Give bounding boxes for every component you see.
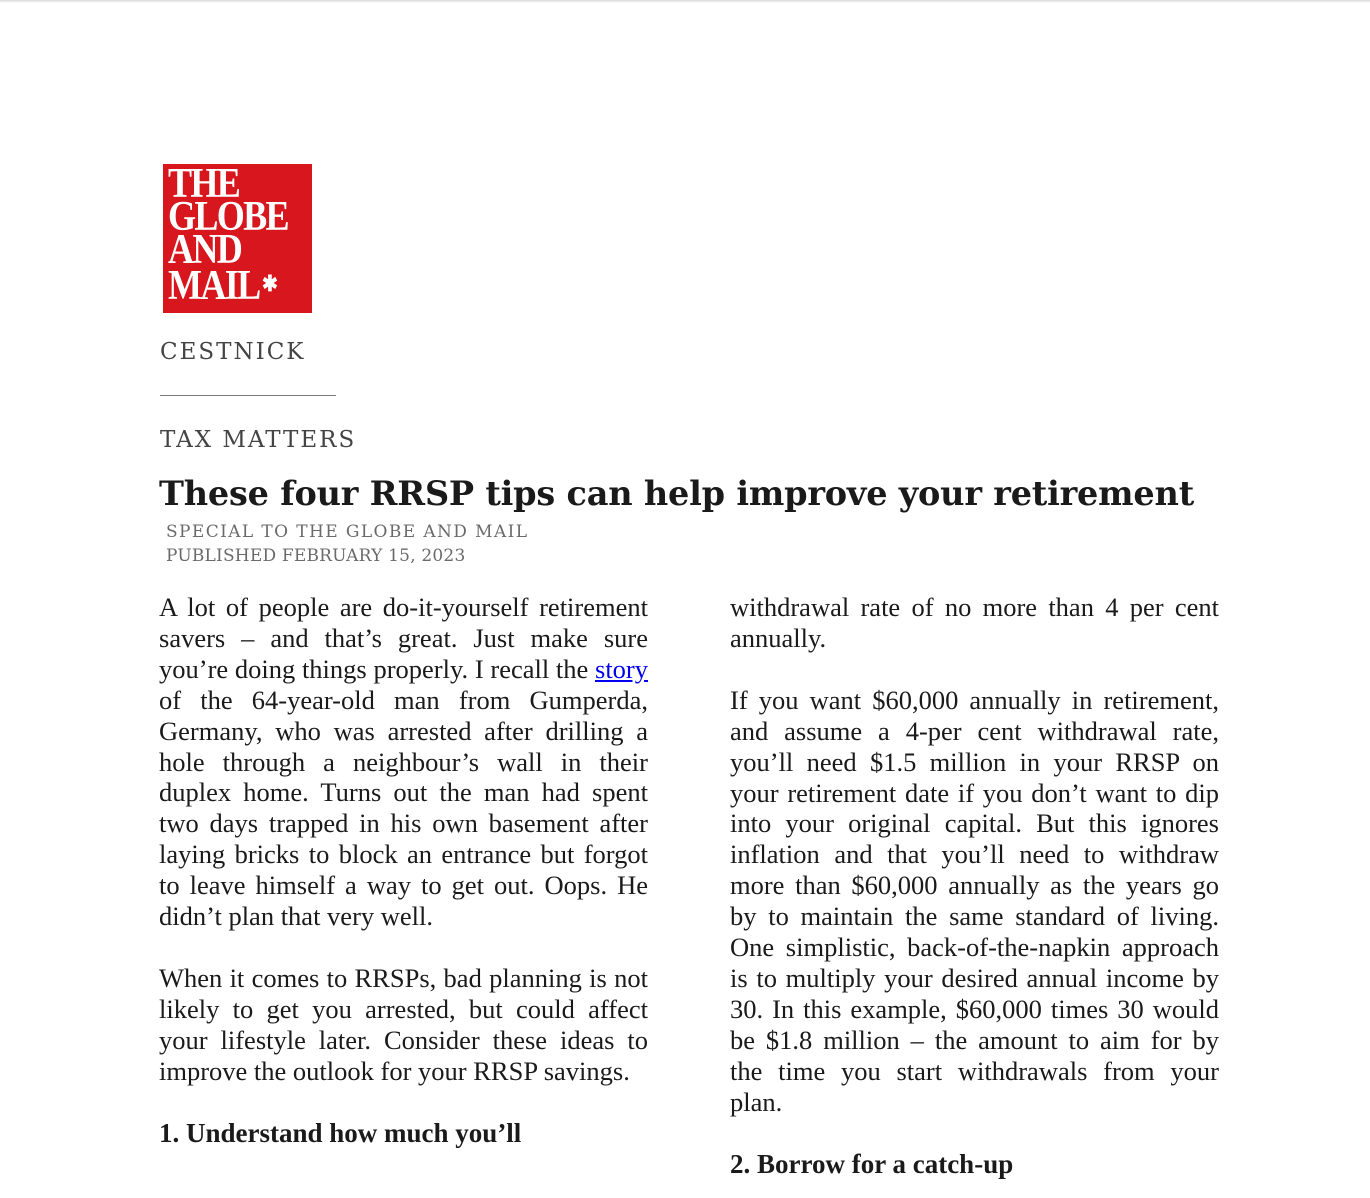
article-column-right <box>730 592 1219 1180</box>
paragraph-text: A lot of people are do-it-yourself retirement savers – and that’s great. Just make sure you’re doing things properly. I recall the <box>159 592 648 684</box>
article-column-left <box>159 592 648 1149</box>
logo-line-3: AND <box>168 227 242 273</box>
paragraph-text: of the 64-year-old man from Gumperda, Germany, who was arrested after drilling a hole through a neighbour’s wall in their duplex home. Turns out the man had spent two days trapped in his own basement after laying bricks to block an entrance but forgot to leave himself a way to get out. Oops. He didn’t plan that very well. <box>159 684 648 932</box>
logo-line-2: GLOBE <box>168 194 288 240</box>
logo-line-4 <box>168 263 292 309</box>
article-byline: SPECIAL TO THE GLOBE AND MAIL <box>166 522 529 542</box>
page-top-edge <box>0 0 1370 3</box>
story-link[interactable]: story <box>595 653 648 684</box>
columnist-name: CESTNICK <box>160 339 306 365</box>
logo-line-4-text: MAIL <box>168 263 260 309</box>
maple-leaf-icon: ✱ <box>262 271 277 296</box>
section-label: TAX MATTERS <box>160 427 357 453</box>
globe-and-mail-logo[interactable] <box>163 161 312 313</box>
subheading-2: 2. Borrow for a catch-up <box>730 1148 1014 1179</box>
article-paragraph: If you want $60,000 annually in retirement, and assume a 4-per cent withdrawal rate, you’ll need $1.5 million in your RRSP on your retirement date if you don’t want to dip into your original capital. But this ignores inflation and that you’ll need to withdraw more than $60,000 annually as the years go by to maintain the same standard of living. One simplistic, back-of-the-napkin approach is to multiply your desired annual income by 30. In this example, $60,000 times 30 would be $1.8 million – the amount to aim for by the time you start withdrawals from your plan. <box>730 684 1219 1117</box>
section-divider <box>160 395 336 396</box>
article-headline: These four RRSP tips can help improve your retirement <box>159 474 1194 513</box>
article-paragraph <box>159 592 648 932</box>
subheading-1: 1. Understand how much you’ll <box>159 1117 522 1148</box>
article-paragraph: withdrawal rate of no more than 4 per cent annually. <box>730 592 1219 653</box>
publish-date: PUBLISHED FEBRUARY 15, 2023 <box>166 546 466 566</box>
logo-line-1: THE <box>168 161 240 207</box>
article-paragraph: When it comes to RRSPs, bad planning is not likely to get you arrested, but could affect your lifestyle later. Consider these ideas to improve the outlook for your RRSP savings. <box>159 962 648 1086</box>
